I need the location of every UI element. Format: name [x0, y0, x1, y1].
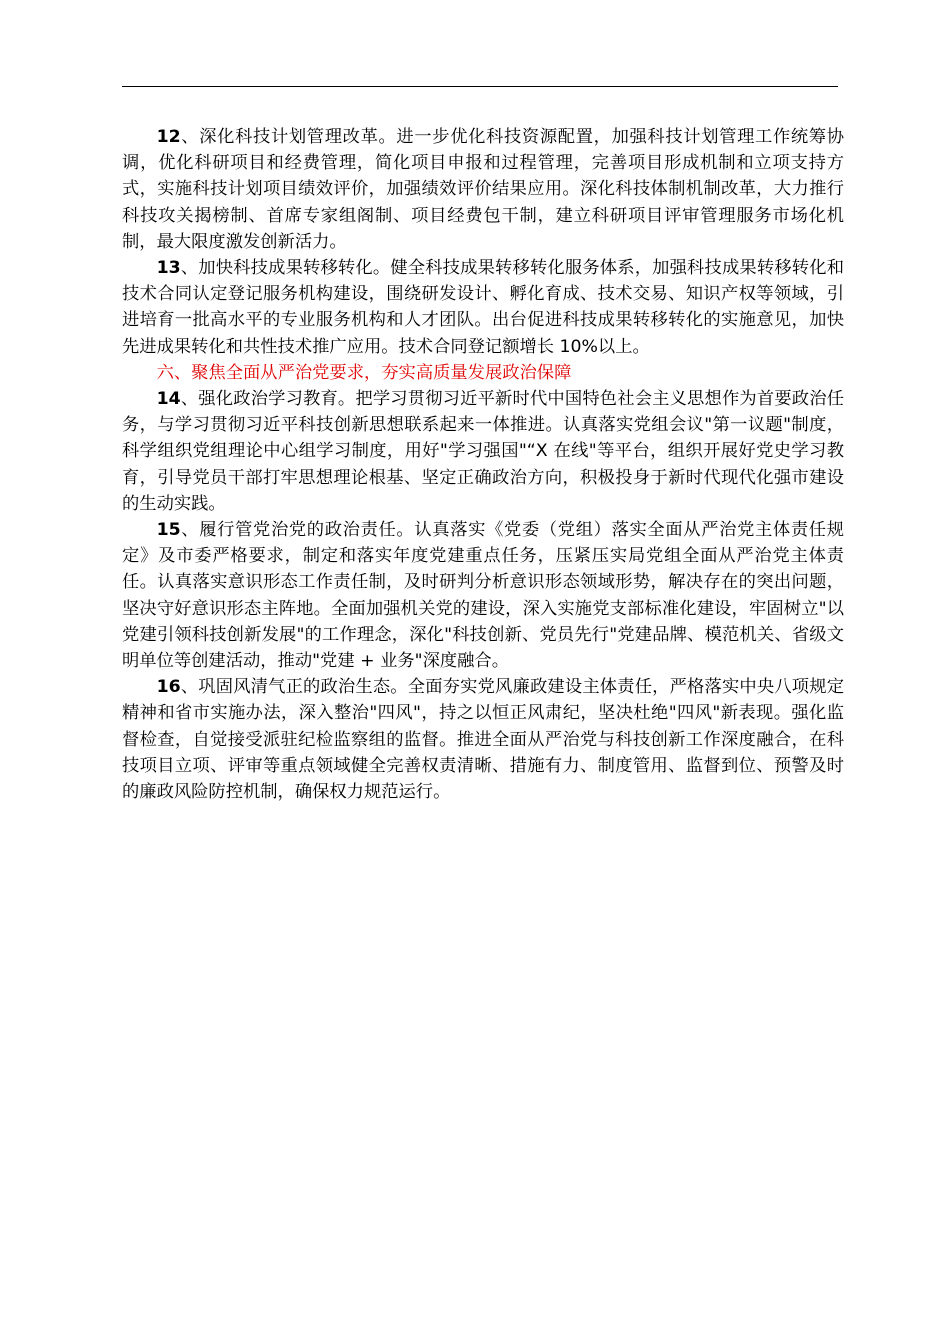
paragraph-text: 、强化政治学习教育。把学习贯彻习近平新时代中国特色社会主义思想作为首要政治任务，与学习贯彻习近平科技创新思想联系起来一体推进。认真落实党组会议"第一议题"制度，科学组织党组理论中心组学习制度，用好"学习强国"“X 在线"等平台，组织开展好党史学习教育，引导党员干部打牢思想理论根基、坚定正确政治方向，积极投身于新时代现代化强市建设的生动实践。 — [122, 389, 844, 514]
paragraph-text: 、履行管党治党的政治责任。认真落实《党委（党组）落实全面从严治党主体责任规定》及市委严格要求，制定和落实年度党建重点任务，压紧压实局党组全面从严治党主体责任。认真落实意识形态工作责任制，及时研判分析意识形态领域形势，解决存在的突出问题，坚决守好意识形态主阵地。全面加强机关党的建设，深入实施党支部标准化建设，牢固树立"以党建引领科技创新发展"的工作理念，深化"科技创新、党员先行"党建品牌、模范机关、省级文明单位等创建活动，推动"党建 + 业务"深度融合。 — [122, 520, 844, 672]
paragraph-number: 15 — [156, 520, 181, 541]
paragraph-text: 、巩固风清气正的政治生态。全面夯实党风廉政建设主体责任，严格落实中央八项规定精神和省市实施办法，深入整治"四风"，持之以恒正风肃纪，坚决杜绝"四风"新表现。强化监督检查，自觉接受派驻纪检监察组的监督。推进全面从严治党与科技创新工作深度融合，在科技项目立项、评审等重点领域健全完善权责清晰、措施有力、制度管用、监督到位、预警及时的廉政风险防控机制，确保权力规范运行。 — [122, 677, 844, 803]
paragraph-number: 16 — [156, 677, 181, 698]
paragraph-14 — [122, 386, 844, 517]
header-rule — [122, 86, 838, 87]
paragraph-number: 13 — [156, 258, 181, 279]
paragraph-16 — [122, 674, 844, 805]
section-heading: 六、聚焦全面从严治党要求，夯实高质量发展政治保障 — [156, 362, 572, 383]
paragraph-number: 14 — [156, 389, 181, 410]
paragraph-text: 、加快科技成果转移转化。健全科技成果转移转化服务体系，加强科技成果转移转化和技术合同认定登记服务机构建设，围绕研发设计、孵化育成、技术交易、知识产权等领域，引进培育一批高水平的专业服务机构和人才团队。出台促进科技成果转移转化的实施意见，加快先进成果转化和共性技术推广应用。技术合同登记额增长 10%以上。 — [122, 258, 844, 357]
paragraph-15 — [122, 517, 844, 674]
paragraph-text: 、深化科技计划管理改革。进一步优化科技资源配置，加强科技计划管理工作统筹协调，优化科研项目和经费管理，简化项目申报和过程管理，完善项目形成机制和立项支持方式，实施科技计划项目绩效评价，加强绩效评价结果应用。深化科技体制机制改革，大力推行科技攻关揭榜制、首席专家组阁制、项目经费包干制，建立科研项目评审管理服务市场化机制，最大限度激发创新活力。 — [122, 127, 844, 252]
document-body — [122, 124, 844, 805]
paragraph-number: 12 — [156, 127, 181, 147]
paragraph-13 — [122, 255, 844, 360]
paragraph-12 — [122, 124, 844, 255]
